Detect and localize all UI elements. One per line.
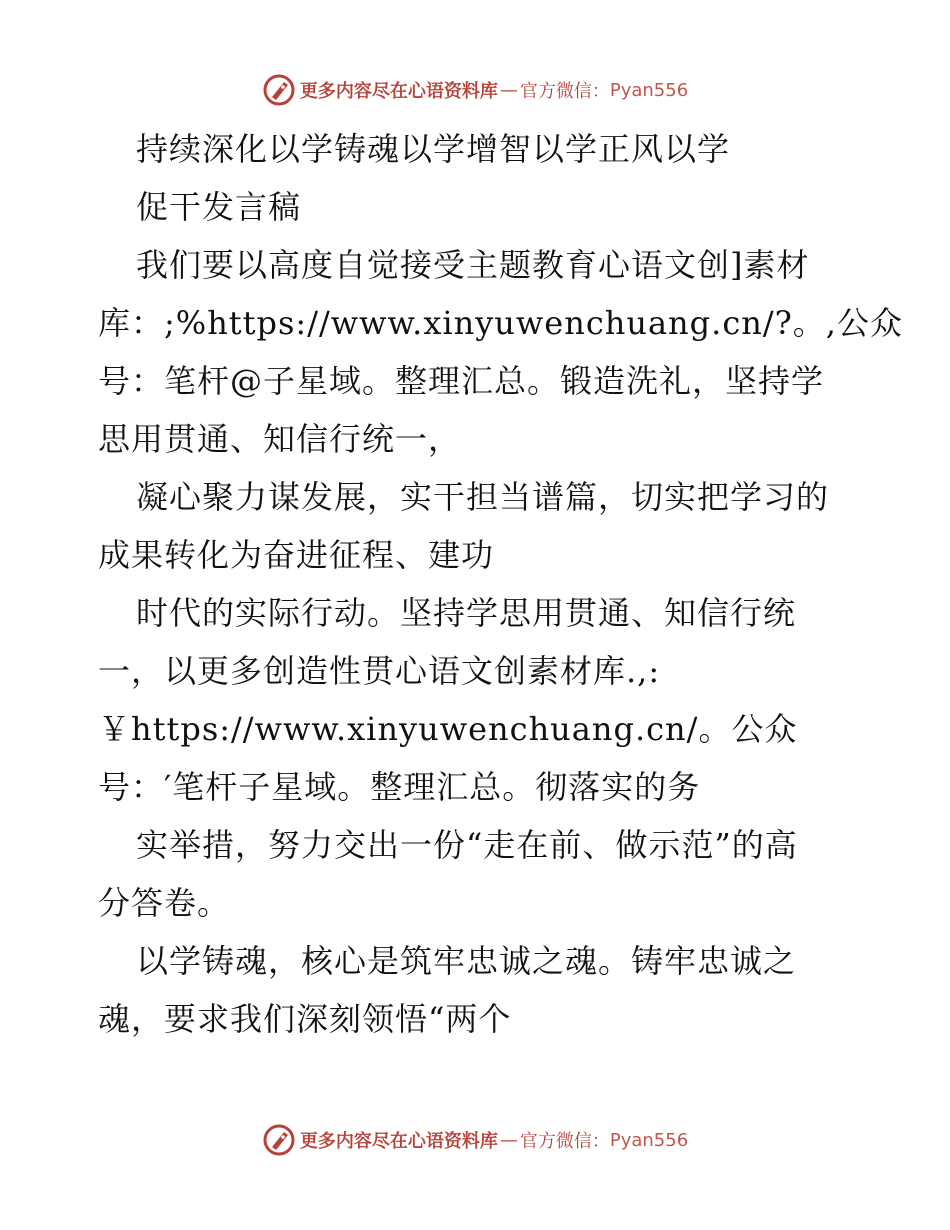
footer-wechat-id: Pyan556 xyxy=(609,1129,689,1151)
paragraph-line: 号：笔杆@子星域。整理汇总。锻造洗礼，坚持学 xyxy=(98,362,825,400)
paragraph-line: 分答卷。 xyxy=(98,884,231,922)
paragraph-line: 我们要以高度自觉接受主题教育心语文创]素材 xyxy=(136,246,810,284)
paragraph-line: 魂，要求我们深刻领悟“两个 xyxy=(98,1000,512,1038)
paragraph-line: ￥https://www.xinyuwenchuang.cn/。公众 xyxy=(98,710,798,748)
pen-nib-logo-icon xyxy=(262,73,296,107)
paragraph-line: 一，以更多创造性贯心语文创素材库.,: xyxy=(98,652,661,690)
paragraph-line: 以学铸魂，核心是筑牢忠诚之魂。铸牢忠诚之 xyxy=(136,942,797,980)
paragraph-line: 时代的实际行动。坚持学思用贯通、知信行统 xyxy=(136,594,797,632)
pen-nib-logo-icon xyxy=(262,1123,296,1157)
footer-dash: — xyxy=(499,1129,518,1151)
header-wechat-label: 官方微信： xyxy=(519,81,610,102)
footer-site-name: 更多内容尽在心语资料库 xyxy=(299,1131,498,1152)
header-dash: — xyxy=(499,79,518,101)
paragraph-line: 库：;%https://www.xinyuwenchuang.cn/?。,公众 xyxy=(98,304,903,342)
title-line-1: 持续深化以学铸魂以学增智以学正风以学 xyxy=(136,130,731,168)
header-wechat-id: Pyan556 xyxy=(609,79,689,101)
footer-wechat-label: 官方微信： xyxy=(519,1131,610,1152)
footer-banner xyxy=(0,1120,950,1160)
paragraph-line: 成果转化为奋进征程、建功 xyxy=(98,536,495,574)
paragraph-line: 思用贯通、知信行统一， xyxy=(98,420,462,458)
document-body xyxy=(98,120,903,1048)
header-site-name: 更多内容尽在心语资料库 xyxy=(299,81,498,102)
paragraph-line: 实举措，努力交出一份“走在前、做示范”的高 xyxy=(136,826,798,864)
title-line-2: 促干发言稿 xyxy=(136,188,302,226)
header-banner xyxy=(0,70,950,110)
paragraph-line: 凝心聚力谋发展，实干担当谱篇，切实把学习的 xyxy=(136,478,830,516)
paragraph-line: 号：′笔杆子星域。整理汇总。彻落实的务 xyxy=(98,768,701,806)
